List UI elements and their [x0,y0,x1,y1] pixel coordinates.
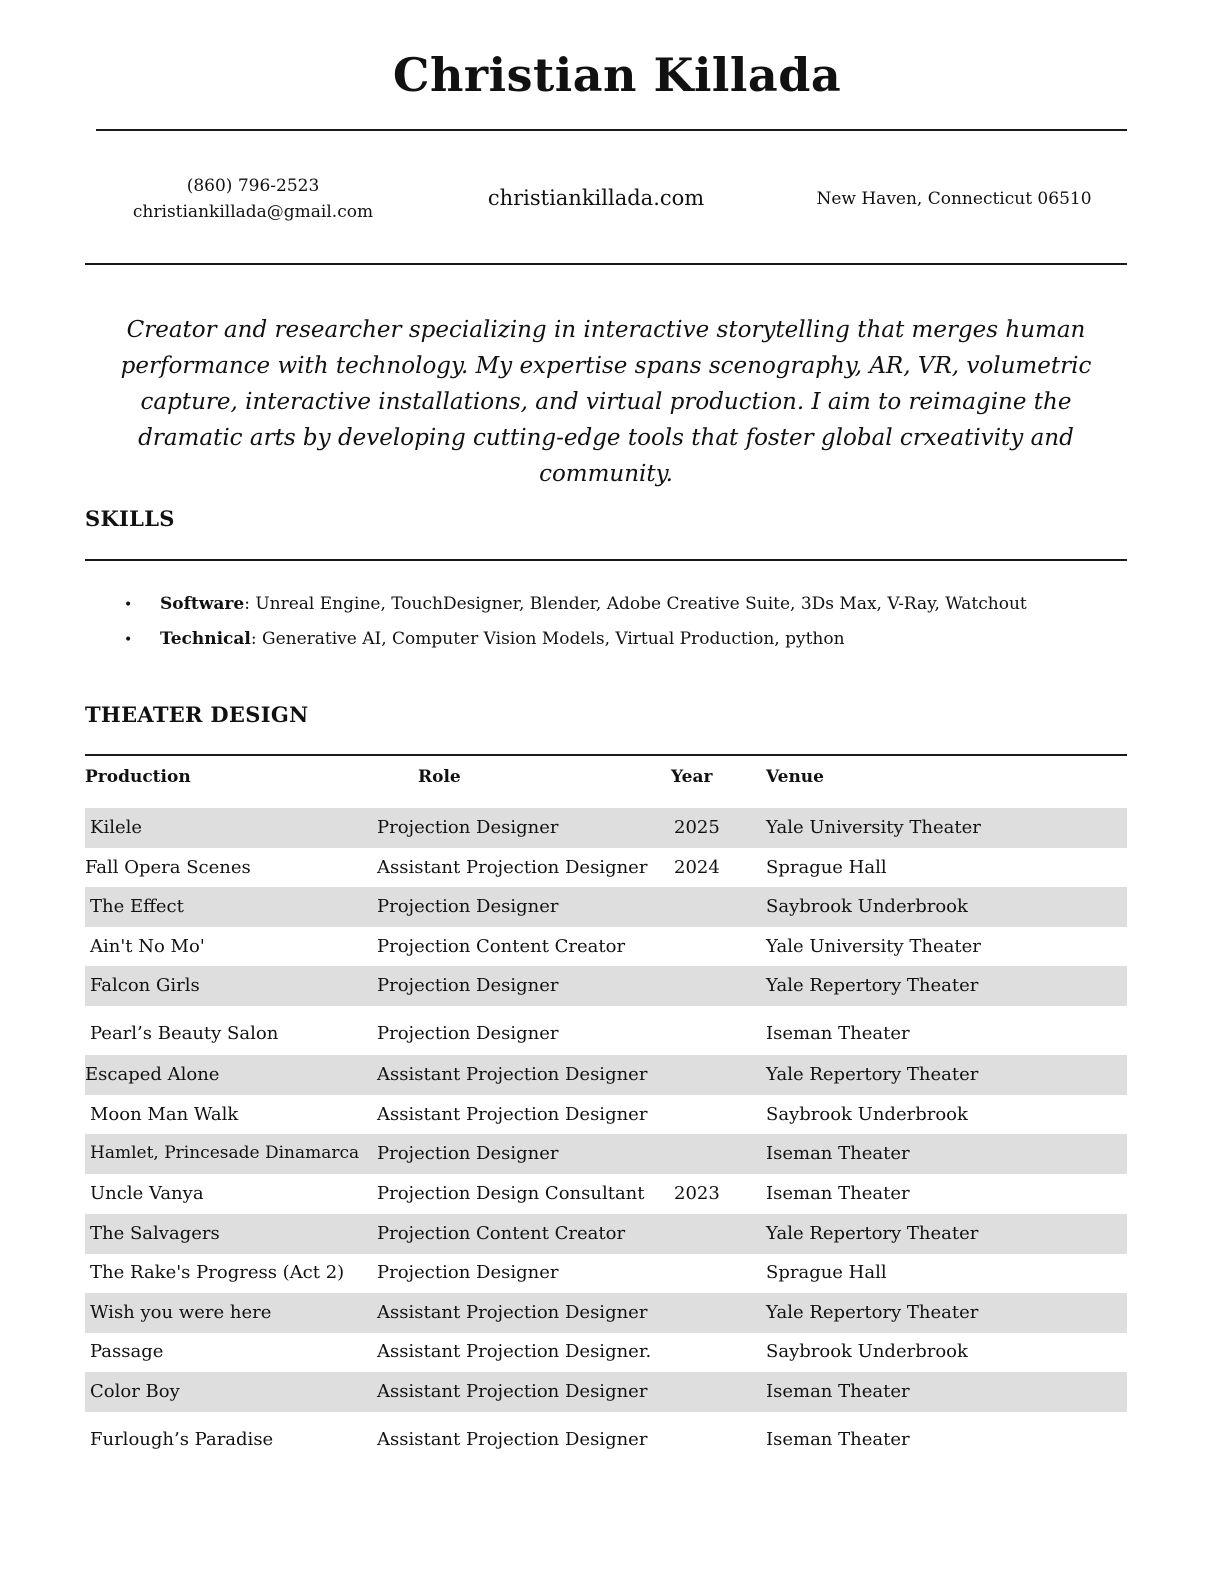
cell-venue: Iseman Theater [766,1143,910,1164]
cell-role: Projection Designer [377,1023,559,1044]
cell-role: Projection Design Consultant [377,1183,645,1204]
cell-year: 2023 [674,1183,720,1204]
divider [85,754,1127,756]
cell-role: Assistant Projection Designer. [377,1341,652,1362]
table-row [85,1253,1127,1293]
divider [85,263,1127,265]
table-row [85,848,1127,888]
cell-production: Fall Opera Scenes [85,857,251,878]
table-row [85,927,1127,967]
cell-role: Assistant Projection Designer [377,1064,648,1085]
column-header-year: Year [671,767,713,787]
cell-production: Color Boy [90,1381,180,1402]
cell-venue: Yale University Theater [766,817,981,838]
cell-venue: Saybrook Underbrook [766,896,968,917]
table-row [85,1293,1127,1333]
contact-phone-email [113,173,393,225]
cell-production: Escaped Alone [85,1064,220,1085]
cell-production: The Effect [90,896,184,917]
cell-venue: Saybrook Underbrook [766,1341,968,1362]
summary-statement: Creator and researcher specializing in interactive storytelling that merges human performance with technology. My expertise spans scenography, AR, VR, volumetric capture, interactive installations, and virtual production. I aim to reimagine the dramatic arts by developing cutting-edge tools that foster global crxeativity and community. [120,317,1092,487]
table-row [85,1014,1127,1054]
cell-venue: Yale University Theater [766,936,981,957]
cell-venue: Sprague Hall [766,1262,887,1283]
cell-role: Projection Designer [377,975,559,996]
table-header [85,767,1127,795]
website-link[interactable]: christiankillada.com [487,186,705,210]
cell-venue: Iseman Theater [766,1381,910,1402]
cell-role: Projection Designer [377,817,559,838]
cell-production: Uncle Vanya [90,1183,204,1204]
location: New Haven, Connecticut 06510 [816,189,1092,209]
cell-production: Falcon Girls [90,975,200,996]
cell-year: 2025 [674,817,720,838]
theater-design-heading: THEATER DESIGN [85,702,309,727]
bullet-icon: • [124,632,133,648]
skill-text: : Generative AI, Computer Vision Models, Virtual Production, python [250,629,845,649]
skill-item-technical [124,627,1104,652]
divider [85,559,1127,561]
column-header-venue: Venue [766,767,824,787]
email-address[interactable]: christiankillada@gmail.com [132,202,374,222]
cell-venue: Yale Repertory Theater [766,1064,979,1085]
skill-label: Software [160,594,245,614]
divider [96,129,1127,131]
cell-venue: Saybrook Underbrook [766,1104,968,1125]
column-header-role: Role [418,767,461,787]
cell-role: Projection Designer [377,1143,559,1164]
cell-role: Assistant Projection Designer [377,1381,648,1402]
skills-heading: SKILLS [85,506,175,531]
cell-role: Assistant Projection Designer [377,1302,648,1323]
table-row [85,1134,1127,1174]
table-row [85,1174,1127,1214]
cell-production: Hamlet, Princesade Dinamarca [90,1143,360,1163]
table-row [85,887,1127,927]
column-header-production: Production [85,767,191,787]
cell-role: Projection Content Creator [377,936,626,957]
cell-production: Pearl’s Beauty Salon [90,1023,279,1044]
cell-production: Wish you were here [90,1302,272,1323]
table-row [85,1055,1127,1095]
cell-venue: Yale Repertory Theater [766,1223,979,1244]
table-row [85,1420,1127,1460]
cell-venue: Yale Repertory Theater [766,975,979,996]
cell-venue: Yale Repertory Theater [766,1302,979,1323]
cell-production: The Salvagers [90,1223,220,1244]
cell-venue: Iseman Theater [766,1183,910,1204]
cell-production: Moon Man Walk [90,1104,239,1125]
cell-production: Ain't No Mo' [90,936,205,957]
table-row [85,1372,1127,1412]
table-row [85,1214,1127,1254]
cell-production: Furlough’s Paradise [90,1429,274,1450]
cell-role: Projection Designer [377,1262,559,1283]
cell-role: Assistant Projection Designer [377,1104,648,1125]
cell-role: Projection Content Creator [377,1223,626,1244]
bullet-icon: • [124,597,133,613]
skill-item-software [124,592,1104,617]
cell-role: Projection Designer [377,896,559,917]
cell-role: Assistant Projection Designer [377,1429,648,1450]
phone-number: (860) 796-2523 [186,176,320,196]
table-row [85,808,1127,848]
cell-production: Passage [90,1341,164,1362]
skill-label: Technical [160,629,251,649]
table-row [85,966,1127,1006]
table-row [85,1095,1127,1135]
cell-production: The Rake's Progress (Act 2) [90,1262,345,1283]
cell-venue: Sprague Hall [766,857,887,878]
cell-year: 2024 [674,857,720,878]
table-row [85,1332,1127,1372]
cell-venue: Iseman Theater [766,1023,910,1044]
skill-text: : Unreal Engine, TouchDesigner, Blender, Adobe Creative Suite, 3Ds Max, V-Ray, Watchout [244,594,1027,614]
resume-name: Christian Killada [392,48,842,102]
cell-role: Assistant Projection Designer [377,857,648,878]
cell-production: Kilele [90,817,143,838]
cell-venue: Iseman Theater [766,1429,910,1450]
